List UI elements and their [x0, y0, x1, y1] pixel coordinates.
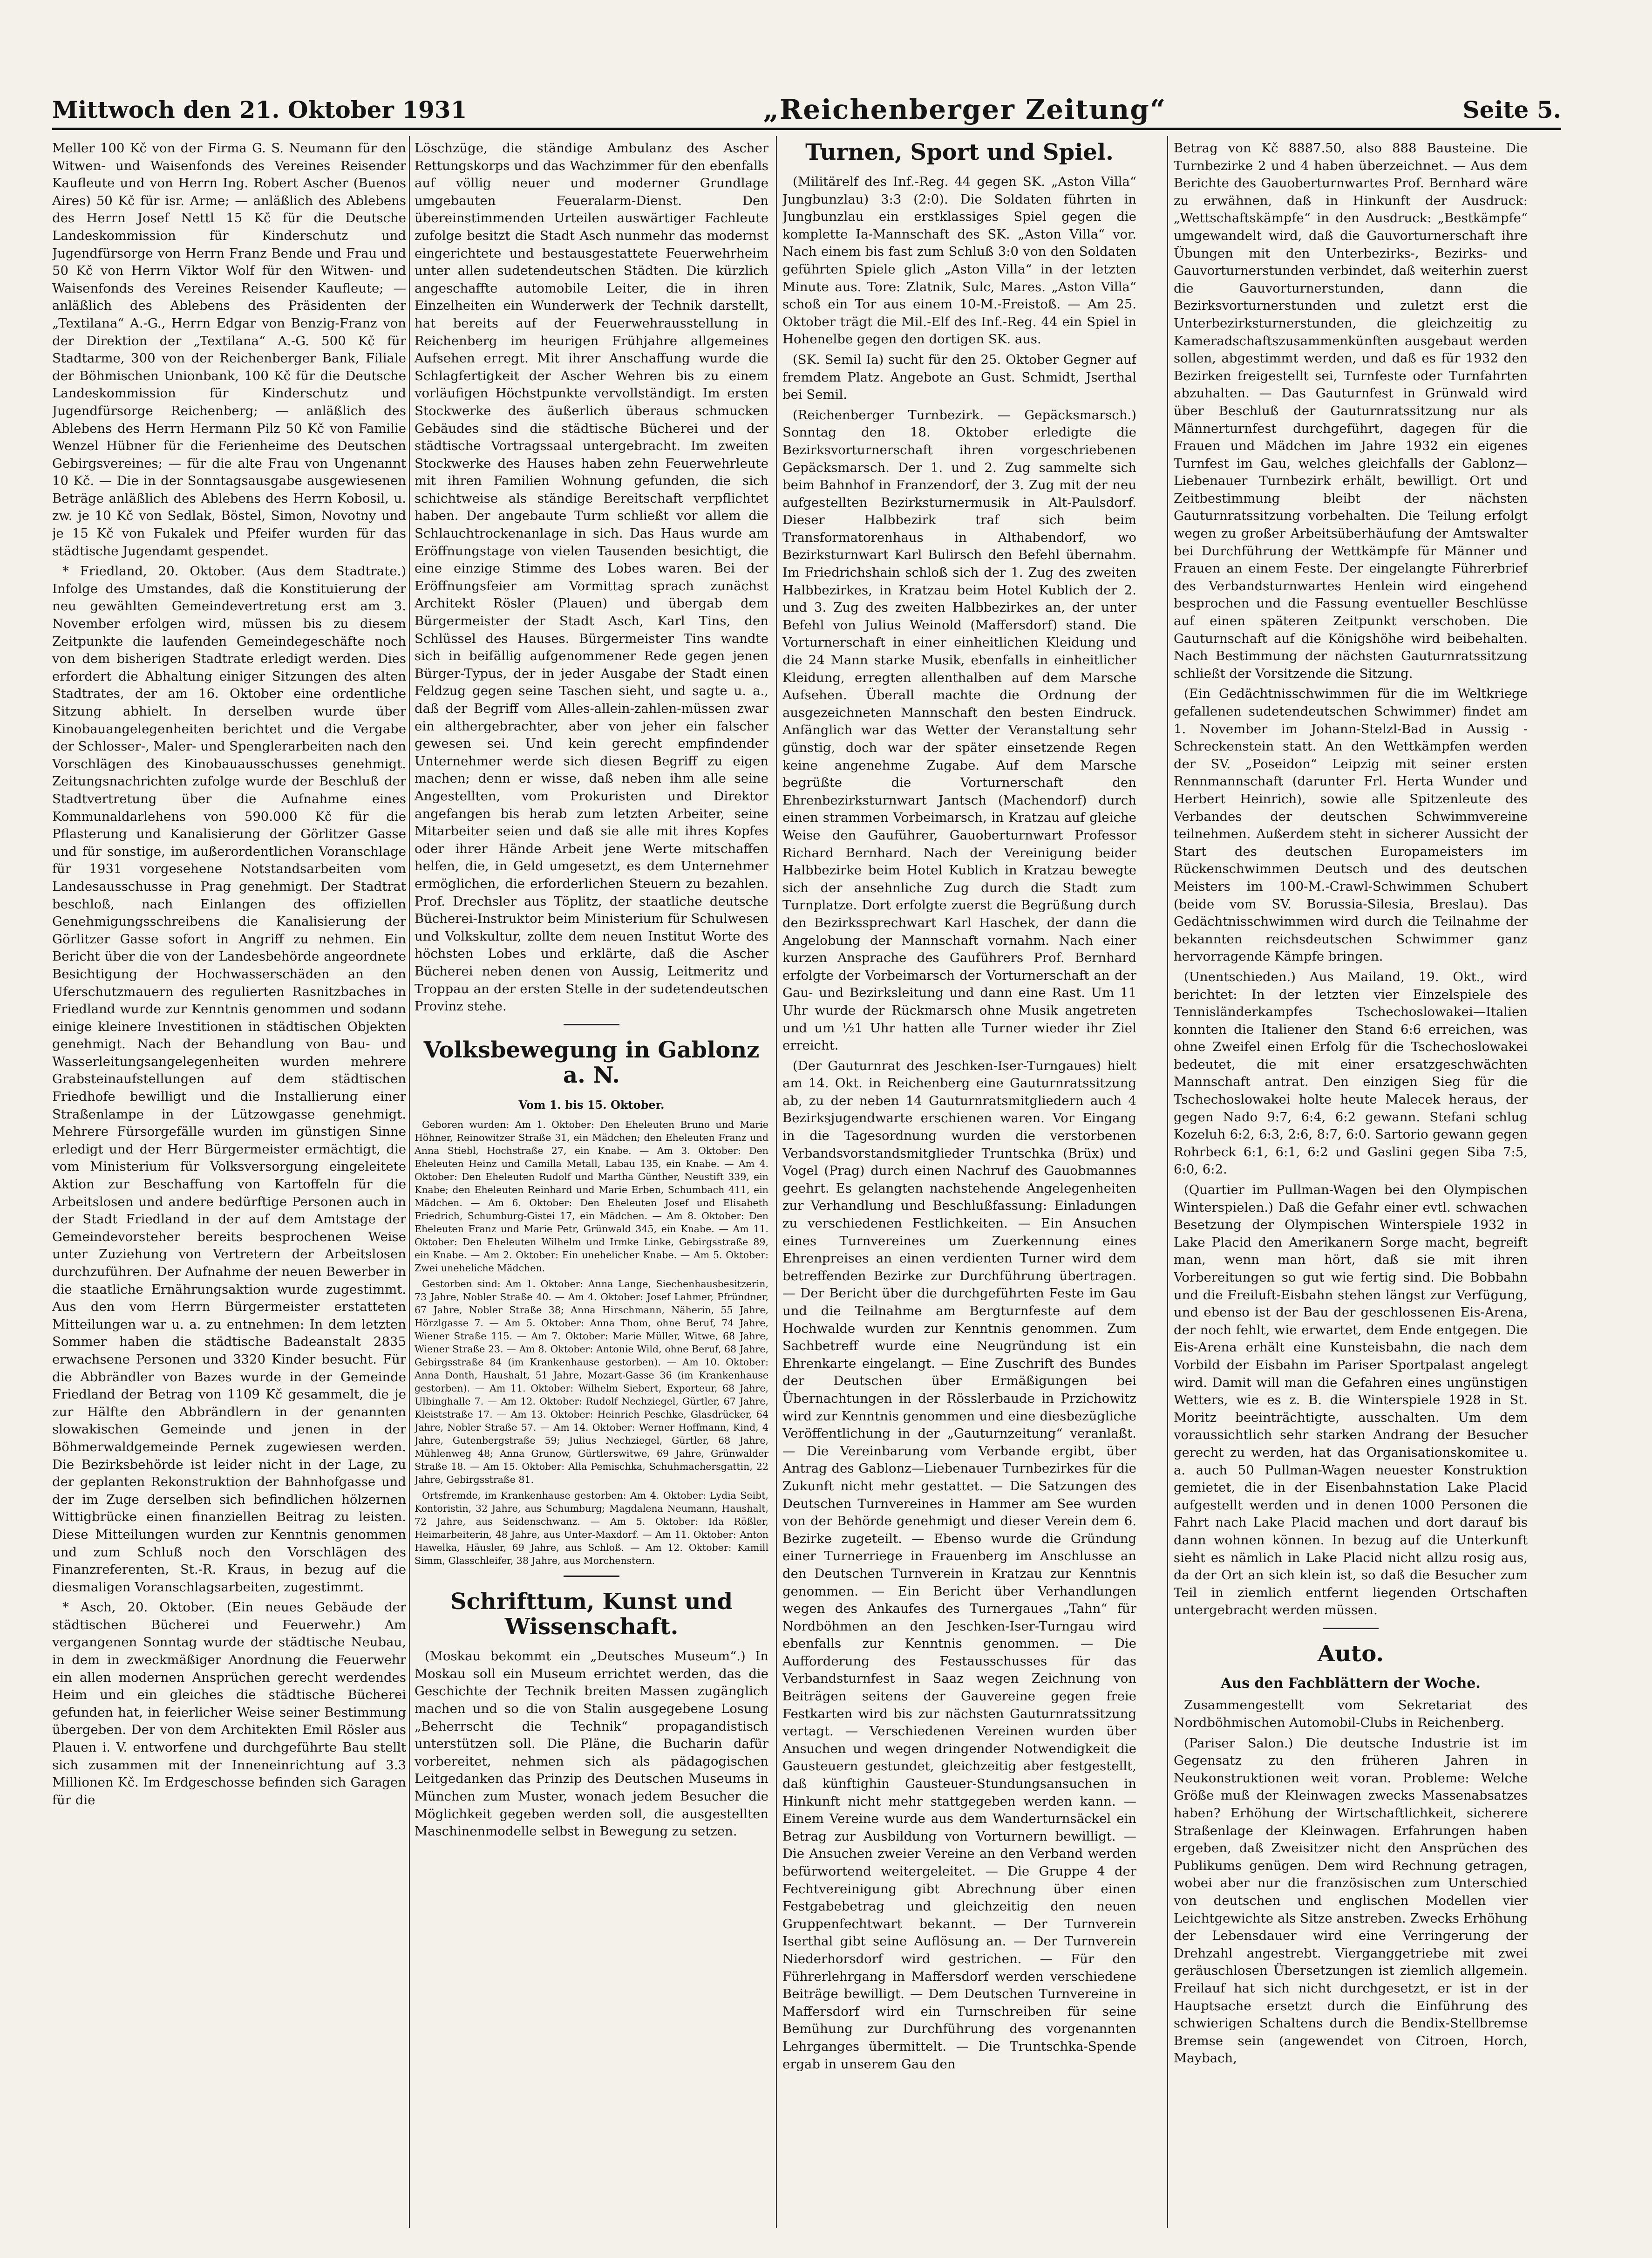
births-list: Geboren wurden: Am 1. Oktober: Den Eheleuten Bruno und Marie Höhner, Reinowitzer Straße 31, ein Mädchen; den Eheleuten Franz und Anna Stiebl, Hochstraße 27, ein Knabe. — Am 3. Oktober: Den Eheleuten Heinz und Camilla Metall, Labau 135, ein Knabe. — Am 4. Oktober: Den Eheleuten Rudolf und Martha Günther, Neustift 339, ein Knabe; den Eheleuten Reinhard und Marie Erben, Schumbach 411, ein Mädchen. — Am 6. Oktober: Den Eheleuten Josef und Elisabeth Friedrich, Schumburg-Gistei 17, ein Mädchen. — Am 8. Oktober: Den Eheleuten Franz und Marie Petr, Grünwald 345, ein Knabe. — Am 11. Oktober: Den Eheleuten Wilhelm und Irmke Linke, Gebirgsstraße 89, ein Knabe. — Am 2. Oktober: Ein unehelicher Knabe. — Am 5. Oktober: Zwei uneheliche Mädchen. [415, 1119, 768, 1274]
page-header [52, 93, 1561, 126]
article-gauturnrat: (Der Gauturnrat des Jeschken-Iser-Turngaues) hielt am 14. Okt. in Reichenberg eine Gauturnratssitzung ab, zu der neben 14 Gauturnratsmitgliedern auch 4 Bezirksjugendwarte erschienen waren. Vor Eingang in die Tagesordnung wurden die verstorbenen Verbandsvorstandsmitglieder Truntschka (Brüx) und Vogel (Prag) durch einen Nachruf des Gauobmannes geehrt. Es gelangten nachstehende Angelegenheiten zur Verhandlung und Beschlußfassung: Einladungen zu verschiedenen Festlichkeiten. — Ein Ansuchen eines Turnvereines um Zuerkennung eines Ehrenpreises an einen verdienten Turner wird dem betreffenden Bezirke zur Durchführung übertragen. — Der Bericht über die durchgeführten Feste im Gau und die Teilnahme am Bergturnfeste auf dem Hochwalde wurden zur Kenntnis genommen. Zum Sachbetreff wurde eine Neugründung ist ein Ehrenkarte eingelangt. — Eine Zuschrift des Bundes der Deutschen über Ermäßigungen bei Übernachtungen in der Rösslerbaude in Przichowitz wird zur Kenntnis genommen und eine diesbezügliche Veröffentlichung in der „Gauturnzeitung“ veranlaßt. — Die Vereinbarung vom Verbande ergibt, über Antrag des Gablonz—Liebenauer Turnbezirkes für die Zukunft nicht mehr gestattet. — Die Satzungen des Deutschen Turnvereines in Hammer am See wurden von der Behörde genehmigt und dieser Verein dem 6. Bezirke zugeteilt. — Ebenso wurde die Gründung einer Turnerriege in Frauenberg im Anschlusse an den Deutschen Turnverein in Kratzau zur Kenntnis genommen. — Ein Bericht über Verhandlungen wegen des Ankaufes des Turnergaues „Tahn“ für Nordböhmen an den Jeschken-Iser-Turngau wird ebenfalls zur Kenntnis genommen. — Die Aufforderung des Festausschusses für das Verbandsturnfest in Saaz wegen Zeichnung von Beiträgen seitens der Gauvereine gegen freie Festkarten wird bis zur nächsten Gauturnratssitzung vertagt. — Verschiedenen Vereinen wurden über Ansuchen und wegen dringender Notwendigkeit die Gausteuern gestundet, gleichzeitig aber festgestellt, daß künftighin Gausteuer-Stundungsansuchen in Hinkunft nicht mehr stattgegeben werden kann. — Einem Vereine wurde aus dem Wanderturnsäckel ein Betrag zur Ausbildung von Vorturnern bewilligt. — Die Ansuchen zweier Vereine an den Verband werden befürwortend weitergeleitet. — Die Gruppe 4 der Fechtvereinigung gibt Abrechnung über einen Festgabebetrag und gleichzeitig den neuen Gruppenfechtwart bekannt. — Der Turnverein Iserthal gibt seine Auflösung an. — Der Turnverein Niederhorsdorf wird gestrichen. — Für den Führerlehrgang in Maffersdorf werden verschiedene Beiträge bewilligt. — Dem Deutschen Turnvereine in Maffersdorf wird ein Turnschreiben für seine Bemühung zur Durchführung des vorgenannten Lehrganges übermittelt. — Die Truntschka-Spende ergab in unserem Gau den [782, 1058, 1136, 2072]
article-moskau-museum: (Moskau bekommt ein „Deutsches Museum“.) In Moskau soll ein Museum errichtet werden, das die Geschichte der Technik breiten Massen zugänglich machen und so die von Stalin ausgegebene Losung „Beherrscht die Technik“ propagandistisch unterstützen soll. Die Pläne, die Bucharin dafür vorbereitet, nehmen sich als pädagogischen Leitgedanken das Prinzip des Deutschen Museums in München zum Muster, wonach jedem Besucher die Möglichkeit gegeben werden soll, die ausgestellten Maschinenmodelle selbst in Bewegung zu setzen. [415, 1649, 768, 1839]
header-date: Mittwoch den 21. Oktober 1931 [52, 96, 467, 123]
section-rule [564, 1024, 619, 1025]
article-friedland: * Friedland, 20. Oktober. (Aus dem Stadtrate.) Infolge des Umstandes, daß die Konstituierung der neu gewählten Gemeindevertretung erst am 3. November erfolgen wird, müssen bis zu diesem Zeitpunkte die laufenden Gemeindegeschäfte noch von dem bisherigen Stadtrate erledigt werden. Dies erfordert die Abhaltung einiger Sitzungen des alten Stadtrates, der am 16. Oktober eine ordentliche Sitzung abhielt. In derselben wurde über Kinobauangelegenheiten berichtet und die Vergabe der Schlosser-, Maler- und Spenglerarbeiten nach den Vorschlägen des Kinobauausschusses genehmigt. Zeitungsnachrichten zufolge wurde der Beschluß der Stadtvertretung über die Aufnahme eines Kommunaldarlehens von 590.000 Kč für die Pflasterung und Kanalisierung der Görlitzer Gasse und für sonstige, im außerordentlichen Voranschlage für 1931 vorgesehene Notstandsarbeiten vom Landesausschusse in Prag genehmigt. Der Stadtrat beschloß, nach Einlangen des offiziellen Genehmigungsschreibens die Kanalisierung der Görlitzer Gasse sofort in Angriff zu nehmen. Ein Bericht über die von der Landesbehörde angeordnete Besichtigung der Hochwasserschäden an den Uferschutzmauern des regulierten Rasnitzbaches in Friedland wurde zur Kenntnis genommen und sodann einige kleinere Investitionen in städtischen Objekten genehmigt. Nach der Behandlung von Bau- und Wasserleitungsangelegenheiten wurden mehrere Grabsteinaufstellungen auf dem städtischen Friedhofe bewilligt und die Installierung einer Straßenlampe in der Lützowgasse genehmigt. Mehrere Fürsorgefälle wurden im günstigen Sinne erledigt und der Herr Bürgermeister ermächtigt, die vom Ministerium für Volksversorgung eingeleitete Aktion zur Beschaffung von Kartoffeln für die Arbeitslosen und andere bedürftige Personen auch in der Stadt Friedland in der auf dem Amtstage der Gemeindevorsteher bereits besprochenen Weise unter Zuziehung von Vertretern der Arbeitslosen durchzuführen. Der Aufnahme der neuen Bewerber in die staatliche Ernährungsaktion wurde zugestimmt. Aus den vom Herrn Bürgermeister erstatteten Mitteilungen war u. a. zu entnehmen: In dem letzten Sommer haben die städtische Badeanstalt 2835 erwachsene Personen und 3320 Kinder besucht. Für die Abbrändler von Bazes wurde in der Gemeinde Friedland der Betrag von 1109 Kč gesammelt, die je zur Hälfte den Abbrändlern in der genannten slowakischen Gemeinde und jenen in der Böhmerwaldgemeinde Pernek zugewiesen werden. Die Bezirksbehörde ist leider nicht in der Lage, zu der geplanten Rekonstruktion der Bahnhofgasse und der im Zuge derselben sich befindlichen hölzernen Wittigbrücke einen finanziellen Beitrag zu leisten. Diese Mitteilungen wurden zur Kenntnis genommen und zum Schluß noch den Vorschlägen des Finanzreferenten, St.-R. Kraus, in bezug auf die diesmaligen Voranschlagsarbeiten, zugestimmt. [52, 564, 406, 1595]
article-gedaechtnisschwimmen: (Ein Gedächtnisschwimmen für die im Weltkriege gefallenen sudetendeutschen Schwimmer) findet am 1. November im Johann-Stelzl-Bad in Aussig - Schreckenstein statt. An den Wettkämpfen werden der SV. „Poseidon“ Leipzig mit seiner ersten Rennmannschaft (darunter Frl. Herta Wunder und Herbert Heinrich), sowie alle Spitzenleute des Verbandes der deutschen Schwimmvereine teilnehmen. Außerdem steht in sicherer Aussicht der Start des deutschen Europameisters im Rückenschwimmen Deutsch und des deutschen Meisters im 100-M.-Crawl-Schwimmen Schubert (beide vom SV. Borussia-Silesia, Breslau). Das Gedächtnisschwimmen wird durch die Teilnahme der bekannten reichsdeutschen Schwimmer ganz hervorragende Kämpfe bringen. [1174, 686, 1528, 964]
article-pariser-salon: (Pariser Salon.) Die deutsche Industrie ist im Gegensatz zu den früheren Jahren in Neukonstruktionen weit voran. Probleme: Welche Größe muß der Kleinwagen zwecks Massenabsatzes haben? Erhöhung der Wirtschaftlichkeit, sicherere Straßenlage der Kleinwagen. Erfahrungen haben ergeben, daß Zweisitzer nicht den Ansprüchen des Publikums genügen. Dem wird Rechnung getragen, wobei aber nur die französischen zum Unterschied von deutschen und englischen Modellen vier Leichtgewichte als Sitze anstreben. Zwecks Erhöhung der Lebensdauer wird eine Verringerung der Drehzahl angestrebt. Vierganggetriebe mit zwei geräuschlosen Übersetzungen ist ziemlich allgemein. Freilauf hat sich nicht durchgesetzt, er ist in der Hauptsache ersetzt durch die Einführung des schwierigen Schaltens durch die Bendix-Stellbremse Bremse sein (angewendet von Citroen, Horch, Maybach, [1174, 1735, 1528, 2066]
page-number: Seite 5. [1462, 96, 1561, 123]
column-divider [409, 136, 410, 2228]
article-gepaecksmarsch: (Reichenberger Turnbezirk. — Gepäcksmarsch.) Sonntag den 18. Oktober erledigte die Bezirksvorturnerschaft ihren vorgeschriebenen Gepäcksmarsch. Der 1. und 2. Zug sammelte sich beim Bahnhof in Franzendorf, der 3. Zug mit der neu aufgestellten Bezirksturnermusik in Alt-Paulsdorf. Dieser Halbbezirk traf sich beim Transformatorenhaus in Althabendorf, wo Bezirksturnwart Karl Bulirsch den Befehl übernahm. Im Friedrichshain schloß sich der 1. Zug des zweiten Halbbezirkes, in Kratzau beim Hotel Kublich der 2. und 3. Zug des zweiten Halbbezirkes an, der unter Befehl von Julius Weinold (Maffersdorf) stand. Die Vorturnerschaft in einer einheitlichen Kleidung und die 24 Mann starke Musik, ebenfalls in einheitlicher Kleidung, erregten allenthalben auf dem Marsche Aufsehen. Überall machte die Ordnung der ausgezeichneten Mannschaft den besten Eindruck. Anfänglich war das Wetter der Veranstaltung sehr günstig, doch war der später einsetzende Regen keine angenehme Zugabe. Auf dem Marsche begrüßte die Vorturnerschaft den Ehrenbezirksturnwart Jantsch (Machendorf) durch einen strammen Vorbeimarsch, in Kratzau auf gleiche Weise den Gauführer, Gauoberturnwart Professor Richard Bernhard. Nach der Vereinigung beider Halbbezirke beim Hotel Kublich in Kratzau bewegte sich der ansehnliche Zug durch die Stadt zum Turnplatze. Dort erfolgte zuerst die Begrüßung durch den Bezirkssprechwart Karl Haschek, der dann die Angelobung der Mannschaft vornahm. Nach einer kurzen Ansprache des Gauführers Prof. Bernhard erfolgte der Vorbeimarsch der Vorturnerschaft an der Gau- und Bezirksleitung und dann eine Rast. Um 11 Uhr wurde der Rückmarsch ohne Musik angetreten und um ½1 Uhr hatten alle Turner wieder ihr Ziel erreicht. [782, 407, 1136, 1053]
article-donations: Meller 100 Kč von der Firma G. S. Neumann für den Witwen- und Waisenfonds des Vereines Reisender Kaufleute und von Herrn Ing. Robert Ascher (Buenos Aires) 50 Kč für isr. Arme; — anläßlich des Ablebens des Herrn Josef Nettl 15 Kč für die Deutsche Landeskommission für Kinderschutz und Jugendfürsorge von Herrn Franz Bende und Frau und 50 Kč von Herrn Viktor Wolf für den Witwen- und Waisenfonds des Vereines Reisender Kaufleute; — anläßlich des Ablebens des Präsidenten der „Textilana“ A.-G., Herrn Edgar von Benzig-Franz von der Direktion der „Textilana“ A.-G. 500 Kč für Stadtarme, 300 von der Reichenberger Bank, Filiale der Böhmischen Unionbank, 100 Kč für die Deutsche Landeskommission für Kinderschutz und Jugendfürsorge Reichenberg; — anläßlich des Ablebens des Herrn Hermann Pilz 50 Kč von Familie Wenzel Hübner für die Ferienheime des Deutschen Gebirgsvereines; — für die alte Frau von Ungenannt 10 Kč. — Die in der Sonntagsausgabe ausgewiesenen Beträge anläßlich des Ablebens des Herrn Kobosil, u. zw. je 10 Kč von Sedlak, Böstel, Simon, Novotny und je 15 Kč von Fukalek und Pfeifer wurden für das städtische Jugendamt gespendet. [52, 141, 406, 559]
header-rule [52, 128, 1561, 130]
article-asch: * Asch, 20. Oktober. (Ein neues Gebäude der städtischen Bücherei und Feuerwehr.) Am vergangenen Sonntag wurde der städtische Neubau, in dem in zweckmäßiger Anordnung die Feuerwehr ein allen modernen Ansprüchen gerecht werdendes Heim und ein gleiches die städtische Bücherei gefunden hat, in feierlicher Weise seiner Bestimmung übergeben. Der von dem Architekten Emil Rösler aus Plauen i. V. entworfene und durchgeführte Bau stellt sich zusammen mit der Inneneinrichtung auf 3.3 Millionen Kč. Im Erdgeschosse befinden sich Garagen für die [52, 1600, 406, 1808]
section-title-volksbewegung: Volksbewegung in Gablonz a. N. [423, 1037, 760, 1088]
article-tennis: (Unentschieden.) Aus Mailand, 19. Okt., wird berichtet: In der letzten vier Einzelspiele des Tennisländerkampfes Tschechoslowakei—Italien konnten die Italiener den Stand 6:6 erreichen, was ohne Zweifel einen Erfolg für die Tschechoslowakei bedeutet, die mit einer ersatzgeschwächten Mannschaft antrat. Den einzigen Sieg für die Tschechoslowakei holte heute Malecek heraus, der gegen Nado 9:7, 6:4, 6:2 gewann. Stefani schlug Kozeluh 6:2, 6:3, 2:6, 8:7, 6:0. Sartorio gewann gegen Rohrbeck 6:1, 6:1, 6:2 und Gaslini gegen Siba 7:5, 6:0, 6:2. [1174, 969, 1528, 1177]
auto-credit: Zusammengestellt vom Sekretariat des Nordböhmischen Automobil-Clubs in Reichenberg. [1174, 1698, 1528, 1731]
section-title-sport: Turnen, Sport und Spiel. [805, 140, 1114, 165]
article-sk-semil: (SK. Semil Ia) sucht für den 25. Oktober Gegner auf fremdem Platz. Angebote an Gust. Schmidt, Jserthal bei Semil. [782, 352, 1136, 402]
section-rule [1323, 1628, 1379, 1629]
section-subtitle-auto: Aus den Fachblättern der Woche. [1221, 1675, 1481, 1692]
article-pullman-wagen: (Quartier im Pullman-Wagen bei den Olympischen Winterspielen.) Daß die Gefahr einer evtl. schwachen Besetzung der Olympischen Winterspiele 1932 in Lake Placid den Amerikanern Sorge macht, begreift man, wenn man hört, daß sie mit ihren Vorbereitungen so gut wie fertig sind. Die Bobbahn und die Freiluft-Eisbahn stehen längst zur Verfügung, und ebenso ist der Bau der geschlossenen Eis-Arena, der noch fehlt, wie erwartet, dem Ende entgegen. Die Eis-Arena erhält eine Kunsteisbahn, die nach dem Vorbild der Eisbahn im Pariser Sportpalast angelegt wird. Damit will man die Gefahren eines ungünstigen Wetters, wie es z. B. die Winterspiele 1928 in St. Moritz beeinträchtigte, ausschalten. Um dem voraussichtlich sehr starken Andrang der Besucher gerecht zu werden, hat das Organisationskomitee u. a. auch 50 Pullman-Wagen neuester Konstruktion gemietet, die in der Eisenbahnstation Lake Placid aufgestellt werden und in denen 1000 Personen die Fahrt nach Lake Placid machen und dort darauf bis dann wohnen können. In bezug auf die Unterkunft sieht es nämlich in Lake Placid nicht allzu rosig aus, da der Ort an sich klein ist, so daß die Besucher zum Teil in ziemlich entfernt liegenden Ortschaften untergebracht werden müssen. [1174, 1182, 1528, 1618]
newspaper-title: „Reichenberger Zeitung“ [763, 94, 1167, 125]
section-title-auto: Auto. [1317, 1640, 1384, 1667]
section-title-schrifttum: Schrifttum, Kunst und Wissenschaft. [450, 1589, 733, 1640]
section-rule [564, 1576, 619, 1577]
column-1 [52, 140, 406, 2222]
deaths-nonresident-list: Ortsfremde, im Krankenhause gestorben: Am 4. Oktober: Lydia Seibt, Kontoristin, 32 Jahre, aus Schumburg; Magdalena Neumann, Haushalt, 72 Jahre, aus Seidenschwanz. — Am 5. Oktober: Ida Rößler, Heimarbeiterin, 48 Jahre, aus Unter-Maxdorf. — Am 11. Oktober: Anton Hawelka, Häusler, 69 Jahre, aus Schloß. — Am 12. Oktober: Kamill Simm, Glasschleifer, 38 Jahre, aus Morchenstern. [415, 1490, 768, 1567]
vital-statistics [415, 1118, 768, 1567]
section-subtitle-dates: Vom 1. bis 15. Oktober. [518, 1098, 665, 1112]
article-militaerelf: (Militärelf des Inf.-Reg. 44 gegen SK. „Aston Villa“ Jungbunzlau) 3:3 (2:0). Die Soldaten führten in Jungbunzlau ein erstklassiges Spiel gegen die komplette Ia-Mannschaft des SK. „Aston Villa“ vor. Nach einem bis fast zum Schluß 3:0 von den Soldaten geführten Spiele glich „Aston Villa“ in der letzten Minute aus. Tore: Zlatnik, Sulc, Mares. „Aston Villa“ schoß ein Tor aus einem 10-M.-Freistoß. — Am 25. Oktober trägt die Mil.-Elf des Inf.-Reg. 44 ein Spiel in Hohenelbe gegen den dortigen SK. aus. [782, 174, 1136, 347]
column-3 [782, 140, 1136, 2222]
article-gauturnrat-continued: Betrag von Kč 8887.50, also 888 Bausteine. Die Turnbezirke 2 und 4 haben überzeichnet. — Aus dem Berichte des Gauoberturnwartes Prof. Bernhard wäre zu erwähnen, daß in Hinkunft der Ausdruck: „Wettschaftskämpfe“ in den Ausdruck: „Bestkämpfe“ umgewandelt wird, daß die Gauvorturnerschaft ihre Übungen mit den Unterbezirks-, Bezirks- und Gauvorturnerstunden verbindet, daß weiterhin zuerst die Gauvorturnerstunden, dann die Bezirksvorturnerstunden und zuletzt erst die Unterbezirksturnerstunden, die gleichzeitig zu Kameradschaftszusammenkünften ausgebaut werden sollen, abgestimmt werden, und daß es für 1932 den Bezirken freigestellt sei, Turnfeste oder Turnfahrten abzuhalten. — Das Gauturnfest in Grünwald wird über Beschluß der Gauturnratssitzung nur als Männerturnfest durchgeführt, dagegen für die Frauen und Mädchen im Jahre 1932 ein eigenes Turnfest im Gau, welches gleichfalls der Gablonz—Liebenauer Turnbezirk erhält, bewilligt. Ort und Zeitbestimmung bleibt der nächsten Gauturnratssitzung vorbehalten. Die Teilung erfolgt wegen zu großer Arbeitsüberhäufung der Amtswalter bei Durchführung der Wettkämpfe für Männer und Frauen an einem Feste. Der eingelangte Führerbrief des Verbandsturnwartes Henlein wird eingehend besprochen und die Fassung eventueller Beschlüsse auf einen späteren Zeitpunkt verschoben. Die Gauturnschaft auf die Königshöhe wird beibehalten. Nach Bestimmung der nächsten Gauturnratssitzung schließt der Vorsitzende die Sitzung. [1174, 141, 1528, 681]
column-2 [415, 140, 768, 2222]
article-asch-continued: Löschzüge, die ständige Ambulanz des Ascher Rettungskorps und das Wachzimmer für den ebenfalls auf völlig neuer und moderner Grundlage umgebauten Feueralarm-Dienst. Den übereinstimmenden Urteilen auswärtiger Fachleute zufolge besitzt die Stadt Asch nunmehr das modernst eingerichtete und bestausgestattete Feuerwehrheim unter allen sudetendeutschen Städten. Die kürzlich angeschaffte automobile Leiter, die in ihren Einzelheiten ein Wunderwerk der Technik darstellt, hat bereits auf der Feuerwehrausstellung in Reichenberg im heurigen Frühjahre allgemeines Aufsehen erregt. Mit ihrer Anschaffung wurde die Schlagfertigkeit der Ascher Wehren bis zu einem vorläufigen Höchstpunkte vervollständigt. Im ersten Stockwerke des äußerlich überaus schmucken Gebäudes sind die städtische Bücherei und der städtische Vortragssaal untergebracht. Im zweiten Stockwerke des Hauses haben zehn Feuerwehrleute mit ihren Familien Wohnung gefunden, die sich schichtweise als ständige Bereitschaft verpflichtet haben. Der angebaute Turm schließt vor allem die Schlauchtrockenanlage in sich. Das Haus wurde am Eröffnungstage von vielen Tausenden besichtigt, die eine einzige Stimme des Lobes waren. Bei der Eröffnungsfeier am Vormittag sprach zunächst Architekt Rösler (Plauen) und übergab dem Bürgermeister der Stadt Asch, Karl Tins, den Schlüssel des Hauses. Bürgermeister Tins wandte sich in beifällig aufgenommener Rede gegen jenen Bürger-Typus, der in jeder Ausgabe der Stadt einen Feldzug gegen seine Taschen sieht, und sagte u. a., daß der Begriff vom Alles-allein-zahlen-müssen zwar ein althergebrachter, aber von jeher ein falscher gewesen sei. Und kein gerecht empfindender Unternehmer werde sich diesen Begriff zu eigen machen; denn er wisse, daß neben ihm alle seine Angestellten, vom Prokuristen und Direktor angefangen bis herab zum letzten Arbeiter, seine Mitarbeiter seien und daß sie alle mit ihres Kopfes oder ihrer Hände Arbeit jene Werte mitschaffen helfen, die, in Geld umgesetzt, es dem Unternehmer ermöglichen, die erforderlichen Steuern zu bezahlen. Prof. Drechsler aus Töplitz, der staatliche deutsche Bücherei-Instruktor beim Ministerium für Schulwesen und Volkskultur, zollte dem neuen Institut Worte des höchsten Lobes und erklärte, daß die Ascher Bücherei neben denen von Aussig, Leitmeritz und Troppau an der ersten Stelle in der sudetendeutschen Provinz stehe. [415, 141, 768, 1014]
column-4 [1174, 140, 1528, 2222]
column-divider [776, 136, 777, 2228]
deaths-list: Gestorben sind: Am 1. Oktober: Anna Lange, Siechenhausbesitzerin, 73 Jahre, Nobler Straße 40. — Am 4. Oktober: Josef Lahmer, Pfründner, 67 Jahre, Nobler Straße 38; Anna Hirschmann, Näherin, 55 Jahre, Hörzlgasse 7. — Am 5. Oktober: Anna Thom, ohne Beruf, 74 Jahre, Wiener Straße 115. — Am 7. Oktober: Marie Müller, Witwe, 68 Jahre, Wiener Straße 23. — Am 8. Oktober: Antonie Wild, ohne Beruf, 68 Jahre, Gebirgsstraße 84 (im Krankenhause gestorben). — Am 10. Oktober: Anna Donth, Haushalt, 51 Jahre, Mozart-Gasse 36 (im Krankenhause gestorben). — Am 11. Oktober: Wilhelm Siebert, Exporteur, 68 Jahre, Ulbinghalle 7. — Am 12. Oktober: Rudolf Nechziegel, Gürtler, 67 Jahre, Kleiststraße 17. — Am 13. Oktober: Heinrich Peschke, Glasdrücker, 64 Jahre, Nobler Straße 57. — Am 14. Oktober: Werner Hoffmann, Kind, 4 Jahre, Gutenbergstraße 59; Julius Nechziegel, Gürtler, 68 Jahre, Mühlenweg 48; Anna Grunow, Gürtlerswitwe, 69 Jahre, Grünwalder Straße 18. — Am 15. Oktober: Alla Pemischka, Schuhmachersgattin, 22 Jahre, Gebirgsstraße 81. [415, 1278, 768, 1486]
column-divider [1167, 136, 1168, 2228]
